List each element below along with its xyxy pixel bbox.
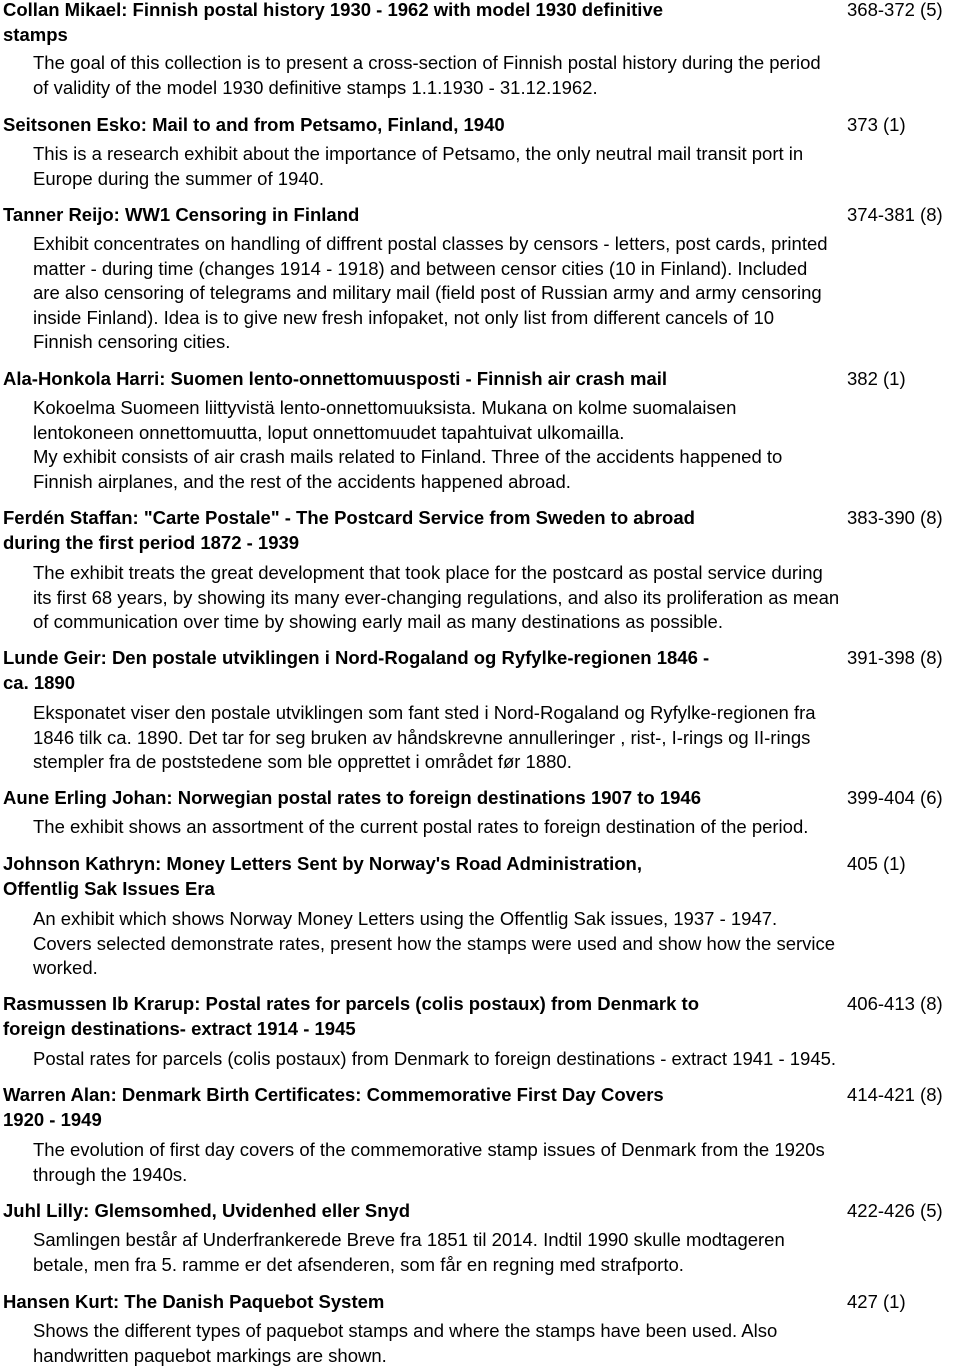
exhibit-frames: 399-404 (6) [847,787,943,808]
exhibit-title: Collan Mikael: Finnish postal history 1930 - 1962 with model 1930 definitive stamps [3,0,664,45]
exhibit-description: Shows the different types of paquebot stamps and where the stamps have been used. Also handwritten paquebot markings are shown. [33,1320,778,1366]
exhibit-description: Eksponatet viser den postale utviklingen som fant sted i Nord-Rogaland og Ryfylke-regionen fra 1846 tilk ca. 1890. Det tar for seg bruken av håndskrevne annulleringer , rist-, I-rings og II-rings stempler fra de poststedene som ble opprettet i området før 1880. [33,702,816,772]
exhibit-description: Exhibit concentrates on handling of diffrent postal classes by censors - letters, post cards, printed matter - during time (changes 1914 - 1918) and between censor cities (10 in Finland). Included are also censoring of telegrams and military mail (field post of Russian army and army censoring inside Finland). Idea is to give new fresh infopaket, not only list from different cancels of 10 Finnish censoring cities. [33,233,828,352]
exhibit-frames: 391-398 (8) [847,647,943,668]
exhibit-frames: 368-372 (5) [847,0,943,20]
exhibit-frames: 405 (1) [847,853,906,874]
exhibit-title: Hansen Kurt: The Danish Paquebot System [3,1291,385,1312]
exhibit-title: Juhl Lilly: Glemsomhed, Uvidenhed eller Snyd [3,1200,411,1221]
exhibit-title: Lunde Geir: Den postale utviklingen i Nord-Rogaland og Ryfylke-regionen 1846 - ca. 1890 [3,647,710,693]
exhibit-title: Tanner Reijo: WW1 Censoring in Finland [3,204,360,225]
exhibit-frames: 373 (1) [847,114,906,135]
exhibit-frames: 414-421 (8) [847,1084,943,1105]
exhibit-description: The exhibit shows an assortment of the current postal rates to foreign destination of the period. [33,816,809,837]
exhibit-description: Postal rates for parcels (colis postaux) from Denmark to foreign destinations - extract 1941 - 1945. [33,1048,837,1069]
exhibit-description: Samlingen består af Underfrankerede Breve fra 1851 til 2014. Indtil 1990 skulle modtageren betale, men fra 5. ramme er det afsenderen, som får en regning med strafporto. [33,1229,785,1275]
exhibit-frames: 406-413 (8) [847,993,943,1014]
exhibit-frames: 382 (1) [847,368,906,389]
exhibit-description: The exhibit treats the great development that took place for the postcard as postal service during its first 68 years, by showing its many ever-changing regulations, and also its proliferation as mean of communication over time by showing early mail as many destinations as possible. [33,562,840,632]
exhibit-frames: 383-390 (8) [847,507,943,528]
exhibit-description: The goal of this collection is to present a cross-section of Finnish postal history during the period of validity of the model 1930 definitive stamps 1.1.1930 - 31.12.1962. [33,52,821,98]
exhibit-description: The evolution of first day covers of the commemorative stamp issues of Denmark from the 1920s through the 1940s. [33,1139,825,1185]
exhibit-title: Seitsonen Esko: Mail to and from Petsamo, Finland, 1940 [3,114,505,135]
exhibit-description: This is a research exhibit about the importance of Petsamo, the only neutral mail transit port in Europe during the summer of 1940. [33,143,804,189]
exhibit-frames: 427 (1) [847,1291,906,1312]
exhibit-title: Johnson Kathryn: Money Letters Sent by Norway's Road Administration, Offentlig Sak Issues Era [3,853,642,899]
exhibit-title: Ala-Honkola Harri: Suomen lento-onnettomuusposti - Finnish air crash mail [3,368,668,389]
exhibit-title: Aune Erling Johan: Norwegian postal rates to foreign destinations 1907 to 1946 [3,787,702,808]
exhibit-frames: 422-426 (5) [847,1200,943,1221]
exhibit-description: Kokoelma Suomeen liittyvistä lento-onnettomuuksista. Mukana on kolme suomalaisen lentokoneen onnettomuutta, loput onnettomuudet tapahtuivat ulkomailla. My exhibit consists of air crash mails related to Finland. Three of the accidents happened to Finnish airplanes, and the rest of the accidents happened abroad. [33,397,783,492]
exhibit-title: Rasmussen Ib Krarup: Postal rates for parcels (colis postaux) from Denmark to foreign destinations- extract 1914 - 1945 [3,993,699,1039]
exhibit-description: An exhibit which shows Norway Money Letters using the Offentlig Sak issues, 1937 - 1947. Covers selected demonstrate rates, present how the stamps were used and show how the service worked. [33,908,836,978]
exhibit-title: Warren Alan: Denmark Birth Certificates: Commemorative First Day Covers 1920 - 1949 [3,1084,664,1130]
exhibit-frames: 374-381 (8) [847,204,943,225]
exhibit-title: Ferdén Staffan: "Carte Postale" - The Postcard Service from Sweden to abroad during the first period 1872 - 1939 [3,507,695,553]
